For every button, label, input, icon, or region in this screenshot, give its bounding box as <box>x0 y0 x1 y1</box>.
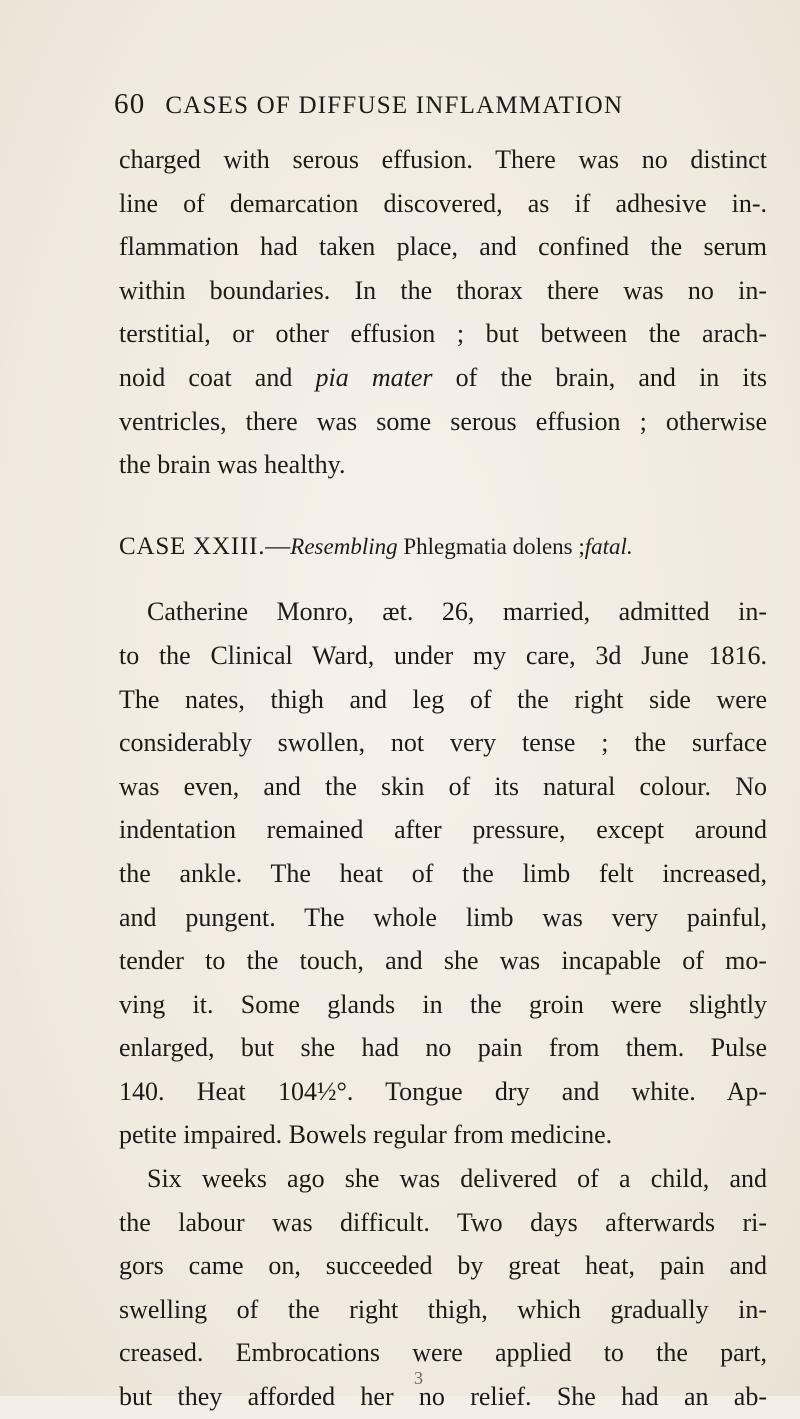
text-line: enlarged, but she had no pain from them. Pulse <box>119 1033 767 1063</box>
page-number: 60 <box>114 88 146 120</box>
text-line: and pungent. The whole limb was very painful, <box>119 902 767 932</box>
text-line: within boundaries. In the thorax there was no in- <box>119 275 767 305</box>
text-line: line of demarcation discovered, as if adhesive in-. <box>119 188 767 218</box>
text-run: noid coat and <box>119 362 316 392</box>
text-line: but they afforded her no relief. She had an ab- <box>119 1382 767 1412</box>
case-disease: Phlegmatia dolens ; <box>397 533 585 559</box>
text-line: ving it. Some glands in the groin were slightly <box>119 989 767 1019</box>
case-outcome: fatal. <box>584 533 633 559</box>
body-text <box>119 138 767 1419</box>
text-line: tender to the touch, and she was incapable of mo- <box>119 946 767 976</box>
text-line: to the Clinical Ward, under my care, 3d June 1816. <box>119 640 767 670</box>
text-line: was even, and the skin of its natural colour. No <box>119 771 767 801</box>
text-line: Catherine Monro, æt. 26, married, admitted in- <box>147 597 767 627</box>
text-line: terstitial, or other effusion ; but between the arach- <box>119 319 767 349</box>
text-line-pia-mater <box>119 356 767 400</box>
text-line: charged with serous effusion. There was no distinct <box>119 145 767 174</box>
text-line: considerably swollen, not very tense ; the surface <box>119 728 767 758</box>
text-line: gors came on, succeeded by great heat, pain and <box>119 1251 767 1281</box>
text-line: Six weeks ago she was delivered of a child, and <box>147 1164 767 1194</box>
text-line: the ankle. The heat of the limb felt increased, <box>119 858 767 888</box>
text-line: 140. Heat 104½°. Tongue dry and white. Ap- <box>119 1076 767 1106</box>
running-title: CASES OF DIFFUSE INFLAMMATION <box>165 92 624 119</box>
text-line: The nates, thigh and leg of the right side were <box>119 684 767 714</box>
case-description-paragraph <box>119 590 767 1157</box>
case-heading <box>119 525 767 569</box>
italic-term: pia mater <box>315 362 433 392</box>
case-resembling: Resembling <box>290 533 398 559</box>
text-line: the brain was healthy. <box>119 450 346 480</box>
text-line: indentation remained after pressure, except around <box>119 815 767 845</box>
case-dash: — <box>265 532 291 560</box>
text-run: of the brain, and in its <box>432 362 767 392</box>
case-label: CASE XXIII. <box>119 532 266 560</box>
signature-mark: 3 <box>414 1368 423 1388</box>
text-line: petite impaired. Bowels regular from medicine. <box>119 1120 613 1150</box>
text-line: swelling of the right thigh, which gradually in- <box>119 1294 767 1324</box>
text-line: ventricles, there was some serous effusion ; otherwise <box>119 406 767 436</box>
history-paragraph <box>119 1157 767 1419</box>
paragraph-continuation <box>119 138 767 487</box>
text-line: flammation had taken place, and confined the serum <box>119 232 767 262</box>
running-header <box>114 88 754 121</box>
text-line: creased. Embrocations were applied to the part, <box>119 1338 767 1368</box>
text-line: the labour was difficult. Two days afterwards ri- <box>119 1207 767 1237</box>
